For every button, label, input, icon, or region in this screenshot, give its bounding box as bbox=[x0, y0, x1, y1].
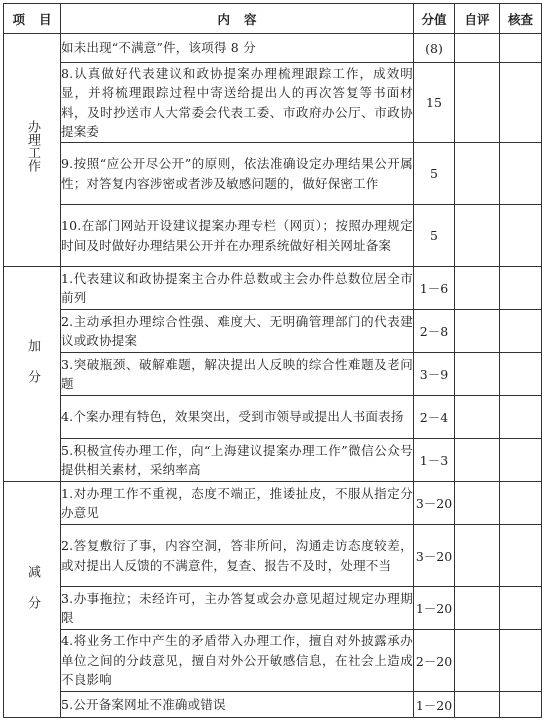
table-row bbox=[4, 482, 542, 525]
review-cell[interactable] bbox=[500, 587, 542, 630]
header-content-label: 内容 bbox=[217, 11, 271, 27]
score-cell: 2－4 bbox=[414, 396, 455, 439]
content-cell: 3.突破瓶颈、破解难题，解决提出人反映的综合性难题及老问题 bbox=[61, 353, 414, 396]
table-row bbox=[4, 630, 542, 692]
header-item bbox=[4, 4, 66, 34]
header-item-label: 项目 bbox=[12, 11, 66, 27]
review-cell[interactable] bbox=[500, 525, 542, 587]
content-cell: 4.将业务工作中产生的矛盾带入办理工作，擅自对外披露承办单位之间的分歧意见，擅自对外公开敏感信息，在社会上造成不良影响 bbox=[61, 630, 414, 692]
self-eval-cell[interactable] bbox=[455, 396, 500, 439]
table-row bbox=[4, 34, 542, 63]
review-cell[interactable] bbox=[500, 482, 542, 525]
table-row bbox=[4, 587, 542, 630]
content-cell: 5.公开备案网址不准确或错误 bbox=[61, 692, 414, 718]
self-eval-cell[interactable] bbox=[455, 205, 500, 267]
category-cell bbox=[4, 34, 61, 267]
content-cell: 3.办事拖拉；未经许可，主办答复或会办意见超过规定办理期限 bbox=[61, 587, 414, 630]
table-row bbox=[4, 205, 542, 267]
table-row bbox=[4, 396, 542, 439]
category-label: 办理工作 bbox=[25, 120, 40, 172]
review-cell[interactable] bbox=[500, 396, 542, 439]
header-self-eval: 自评 bbox=[455, 4, 500, 34]
score-cell: 5 bbox=[414, 143, 455, 205]
category-cell bbox=[4, 267, 61, 482]
content-cell: 如未出现“不满意”件，该项得 8 分 bbox=[61, 34, 414, 63]
self-eval-cell[interactable] bbox=[455, 143, 500, 205]
self-eval-cell[interactable] bbox=[455, 630, 500, 692]
table-row bbox=[4, 353, 542, 396]
content-cell: 4.个案办理有特色，效果突出，受到市领导或提出人书面表扬 bbox=[61, 396, 414, 439]
self-eval-cell[interactable] bbox=[455, 267, 500, 310]
score-cell: 3－9 bbox=[414, 353, 455, 396]
review-cell[interactable] bbox=[500, 205, 542, 267]
score-cell: 5 bbox=[414, 205, 455, 267]
content-cell: 1.代表建议和政协提案主合办件总数或主会办件总数位居全市前列 bbox=[61, 267, 414, 310]
self-eval-cell[interactable] bbox=[455, 692, 500, 718]
content-cell: 8.认真做好代表建议和政协提案办理梳理跟踪工作，成效明显，并将梳理跟踪过程中寄送给提出人的再次答复等书面材料，及时抄送市人大常委会代表工委、市政府办公厅、市政协提案委 bbox=[61, 63, 414, 143]
content-cell: 9.按照“应公开尽公开”的原则，依法准确设定办理结果公开属性；对答复内容涉密或者涉及敏感问题的，做好保密工作 bbox=[61, 143, 414, 205]
score-cell: 1－3 bbox=[414, 439, 455, 482]
self-eval-cell[interactable] bbox=[455, 439, 500, 482]
review-cell[interactable] bbox=[500, 267, 542, 310]
table-row bbox=[4, 439, 542, 482]
score-cell: 3－20 bbox=[414, 525, 455, 587]
self-eval-cell[interactable] bbox=[455, 63, 500, 143]
table-row bbox=[4, 63, 542, 143]
table-row bbox=[4, 143, 542, 205]
header-content bbox=[61, 4, 414, 34]
review-cell[interactable] bbox=[500, 692, 542, 718]
score-cell: (8) bbox=[414, 34, 455, 63]
self-eval-cell[interactable] bbox=[455, 34, 500, 63]
header-review: 核查 bbox=[500, 4, 542, 34]
score-cell: 2－20 bbox=[414, 630, 455, 692]
score-cell: 2－8 bbox=[414, 310, 455, 353]
self-eval-cell[interactable] bbox=[455, 310, 500, 353]
review-cell[interactable] bbox=[500, 310, 542, 353]
category-cell bbox=[4, 482, 61, 718]
review-cell[interactable] bbox=[500, 353, 542, 396]
score-cell: 1－20 bbox=[414, 692, 455, 718]
header-score: 分值 bbox=[414, 4, 455, 34]
self-eval-cell[interactable] bbox=[455, 587, 500, 630]
self-eval-cell[interactable] bbox=[455, 525, 500, 587]
score-cell: 1－6 bbox=[414, 267, 455, 310]
score-cell: 3－20 bbox=[414, 482, 455, 525]
table-row bbox=[4, 525, 542, 587]
category-label: 减分 bbox=[25, 564, 40, 627]
review-cell[interactable] bbox=[500, 630, 542, 692]
review-cell[interactable] bbox=[500, 63, 542, 143]
content-cell: 2.答复敷衍了事，内容空洞，答非所问，沟通走访态度较差，或对提出人反馈的不满意件，复查、报告不及时，处理不当 bbox=[61, 525, 414, 587]
content-cell: 5.积极宣传办理工作，向“上海建议提案办理工作”微信公众号提供相关素材，采纳率高 bbox=[61, 439, 414, 482]
score-cell: 1－20 bbox=[414, 587, 455, 630]
table-row bbox=[4, 310, 542, 353]
score-table bbox=[3, 3, 542, 718]
review-cell[interactable] bbox=[500, 439, 542, 482]
content-cell: 1.对办理工作不重视，态度不端正，推诿扯皮，不服从指定分办意见 bbox=[61, 482, 414, 525]
score-cell: 15 bbox=[414, 63, 455, 143]
header-row bbox=[4, 4, 542, 34]
review-cell[interactable] bbox=[500, 34, 542, 63]
table-row bbox=[4, 267, 542, 310]
self-eval-cell[interactable] bbox=[455, 482, 500, 525]
content-cell: 10.在部门网站开设建议提案办理专栏（网页）；按照办理规定时间及时做好办理结果公开并在办理系统做好相关网址备案 bbox=[61, 205, 414, 267]
content-cell: 2.主动承担办理综合性强、难度大、无明确管理部门的代表建议或政协提案 bbox=[61, 310, 414, 353]
review-cell[interactable] bbox=[500, 143, 542, 205]
self-eval-cell[interactable] bbox=[455, 353, 500, 396]
category-label: 加分 bbox=[25, 339, 40, 401]
table-row bbox=[4, 692, 542, 718]
